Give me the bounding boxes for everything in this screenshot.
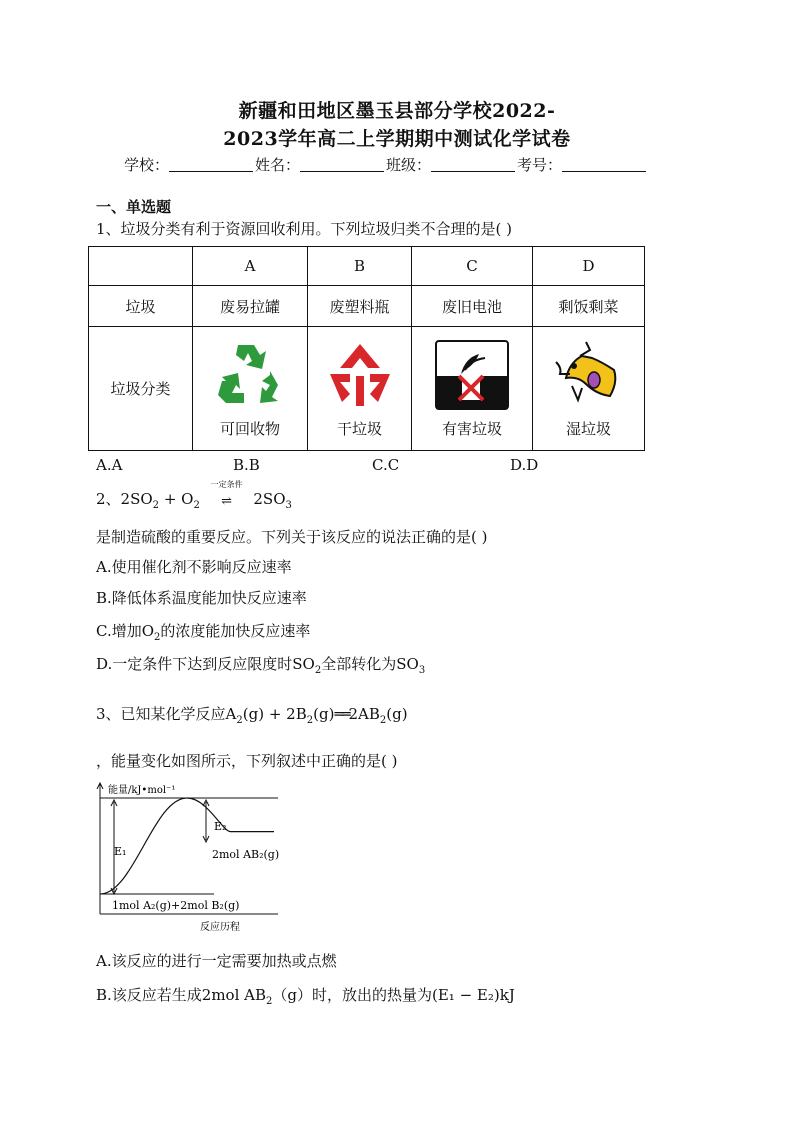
table-header-cell: B	[308, 247, 412, 286]
q3-stem: 3、已知某化学反应$A_2(g)$ + $2B_2(g)══2AB_2(g)$	[96, 705, 408, 726]
student-info-row	[124, 154, 648, 175]
hazardous-waste-icon	[435, 340, 509, 410]
q3-stem-2: ，能量变化如图所示，下列叙述中正确的是( )	[96, 752, 398, 770]
table-cell-hazardous	[412, 327, 533, 451]
eq-reversible-arrow: 一定条件 ⇌	[205, 491, 249, 509]
name-label: 姓名：	[255, 156, 301, 174]
eq-condition: 一定条件	[210, 480, 243, 489]
garbage-table	[88, 246, 645, 451]
q2-option-b: B.降低体系温度能加快反应速率	[96, 589, 307, 607]
eq-product: 2SO	[253, 490, 286, 508]
class-label: 班级：	[386, 156, 432, 174]
school-label: 学校：	[124, 156, 170, 174]
recycle-icon	[214, 341, 286, 409]
title-line-1: 新疆和田地区墨玉县部分学校2022-	[238, 100, 556, 122]
table-cell-wet	[533, 327, 645, 451]
eq-sub: 3	[285, 500, 292, 511]
y-axis-label: 能量/kJ•mol⁻¹	[108, 785, 176, 796]
eq-sub: 2	[152, 500, 160, 511]
table-cell-recyclable	[193, 327, 308, 451]
reactant-label: 1mol A₂(g)+2mol B₂(g)	[112, 899, 240, 912]
table-header-cell: A	[193, 247, 308, 286]
dry-waste-icon	[328, 342, 392, 408]
energy-diagram	[94, 780, 284, 936]
school-field[interactable]	[169, 157, 253, 172]
category-label: 有害垃圾	[441, 420, 502, 438]
section-heading: 一、单选题	[96, 198, 172, 216]
q1-option-a: A.A	[96, 456, 123, 474]
table-cell: 废塑料瓶	[308, 286, 412, 327]
q2-stem: 是制造硫酸的重要反应。下列关于该反应的说法正确的是( )	[96, 528, 488, 546]
product-label: 2mol AB₂(g)	[212, 848, 280, 861]
q1-stem: 1、垃圾分类有利于资源回收利用。下列垃圾归类不合理的是( )	[96, 220, 513, 238]
q1-option-d: D.D	[510, 456, 539, 474]
eq-reactant-1: 2SO	[120, 490, 153, 508]
q3-option-a: A.该反应的进行一定需要加热或点燃	[96, 952, 337, 970]
table-cell: 废旧电池	[412, 286, 533, 327]
eq-reactant-2: + O	[159, 490, 194, 508]
class-field[interactable]	[431, 157, 515, 172]
q3-option-b: B.该反应若生成2mol $AB_2(g)$时，放出的热量为(E₁ − E₂)kJ	[96, 986, 515, 1007]
q1-option-b: B.B	[233, 456, 260, 474]
row-label-category: 垃圾分类	[89, 327, 193, 451]
q2-option-d: D.一定条件下达到反应限度时$SO_2$全部转化为$SO_3$	[96, 655, 426, 676]
x-axis-label: 反应历程	[200, 922, 240, 933]
q1-option-c: C.C	[372, 456, 400, 474]
table-cell: 废易拉罐	[193, 286, 308, 327]
number-label: 考号：	[517, 156, 563, 174]
table-header-cell	[89, 247, 193, 286]
number-field[interactable]	[562, 157, 646, 172]
wet-waste-icon	[552, 340, 626, 410]
category-label: 湿垃圾	[565, 420, 611, 438]
q2-option-c: C.增加$O_2$的浓度能加快反应速率	[96, 622, 311, 643]
category-label: 可回收物	[219, 420, 280, 438]
e2-label: E₂	[214, 820, 227, 833]
table-cell-dry	[308, 327, 412, 451]
name-field[interactable]	[300, 157, 384, 172]
title-line-2: 2023学年高二上学期期中测试化学试卷	[223, 128, 571, 150]
q2-equation	[96, 480, 292, 511]
e1-label: E₁	[114, 845, 127, 858]
q2-option-a: A.使用催化剂不影响反应速率	[96, 558, 292, 576]
category-label: 干垃圾	[336, 420, 382, 438]
eq-sub: 2	[193, 500, 200, 511]
row-label-garbage: 垃圾	[89, 286, 193, 327]
table-header-cell: D	[533, 247, 645, 286]
q2-number: 2、	[96, 490, 121, 508]
table-cell: 剩饭剩菜	[533, 286, 645, 327]
table-header-cell: C	[412, 247, 533, 286]
